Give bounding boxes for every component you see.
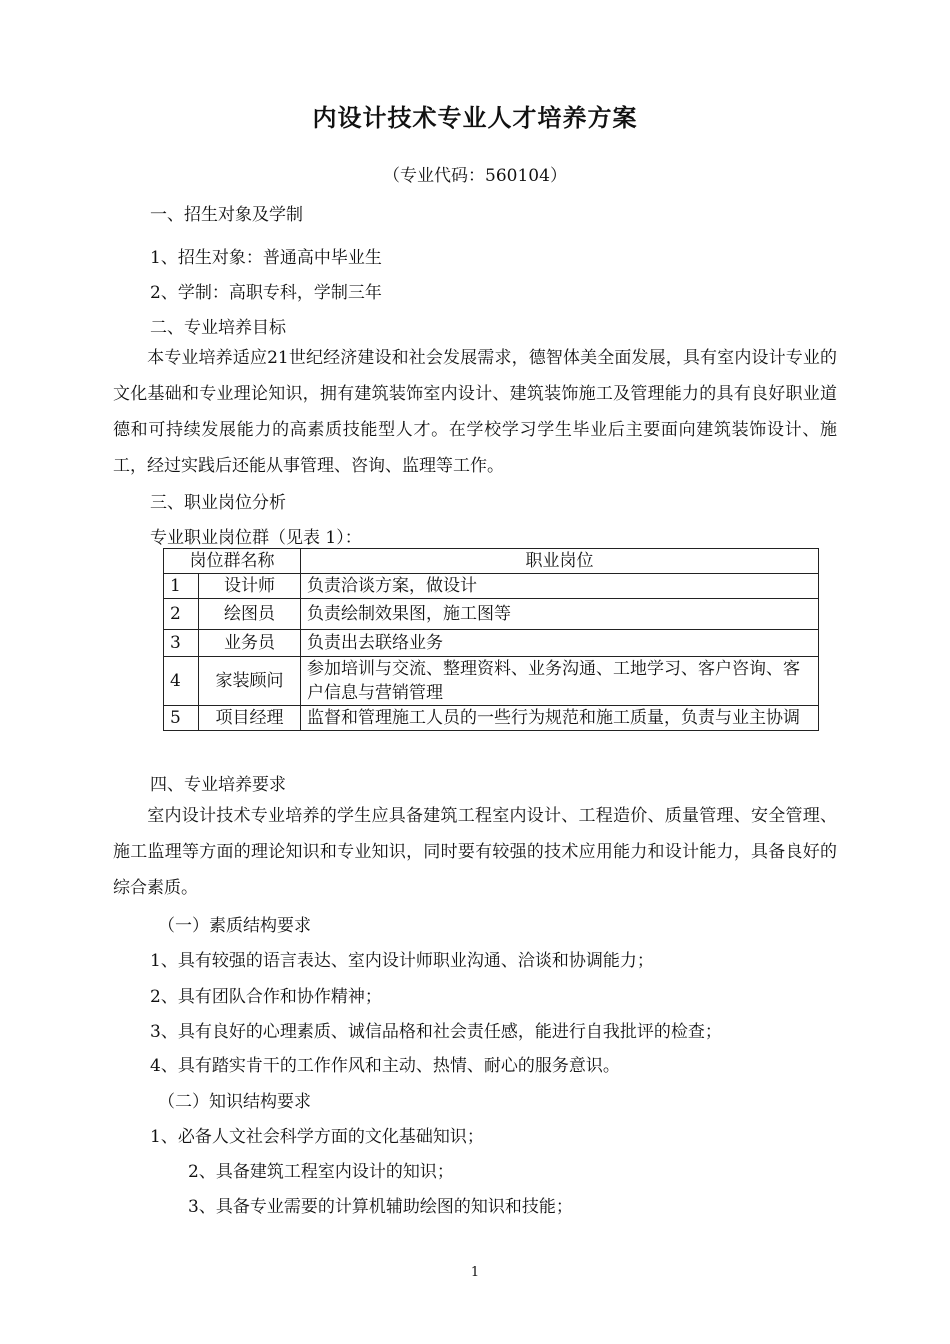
section-heading-3: 三、职业岗位分析 (150, 493, 286, 513)
study-duration: 2、学制：高职专科，学制三年 (150, 283, 382, 303)
row-role: 业务员 (199, 630, 301, 657)
major-code: （专业代码：560104） (383, 166, 567, 186)
row-number: 2 (164, 599, 199, 630)
quality-item: 2、具有团队合作和协作精神； (150, 987, 382, 1007)
table-row (164, 706, 819, 731)
page-number: 1 (470, 1265, 480, 1280)
table-row (164, 599, 819, 630)
job-positions-table (163, 548, 819, 731)
knowledge-item: 1、必备人文社会科学方面的文化基础知识； (150, 1127, 484, 1147)
page-title: 内设计技术专业人才培养方案 (312, 104, 638, 132)
knowledge-item: 2、具备建筑工程室内设计的知识； (188, 1162, 454, 1182)
table-row (164, 657, 819, 706)
table-header-row (164, 549, 819, 574)
subsection-heading-knowledge: （二）知识结构要求 (158, 1092, 311, 1112)
quality-item: 1、具有较强的语言表达、室内设计师职业沟通、洽谈和协调能力； (150, 951, 654, 971)
header-job: 职业岗位 (301, 549, 819, 574)
section-heading-1: 一、招生对象及学制 (150, 205, 303, 225)
row-number: 1 (164, 574, 199, 599)
row-role: 家装顾问 (199, 657, 301, 706)
row-duty: 参加培训与交流、整理资料、业务沟通、工地学习、客户咨询、客户信息与营销管理 (301, 657, 819, 706)
table-row (164, 630, 819, 657)
row-role: 设计师 (199, 574, 301, 599)
quality-item: 4、具有踏实肯干的工作作风和主动、热情、耐心的服务意识。 (150, 1056, 620, 1076)
section-heading-2: 二、专业培养目标 (150, 318, 286, 338)
row-duty: 负责洽谈方案，做设计 (301, 574, 819, 599)
training-requirements-paragraph: 室内设计技术专业培养的学生应具备建筑工程室内设计、工程造价、质量管理、安全管理、施工监理等方面的理论知识和专业知识，同时要有较强的技术应用能力和设计能力，具备良好的综合素质。 (113, 806, 837, 898)
subsection-heading-quality: （一）素质结构要求 (158, 916, 311, 936)
training-goal-paragraph: 本专业培养适应21世纪经济建设和社会发展需求，德智体美全面发展，具有室内设计专业的文化基础和专业理论知识，拥有建筑装饰室内设计、建筑装饰施工及管理能力的具有良好职业道德和可持续发展能力的高素质技能型人才。在学校学习学生毕业后主要面向建筑装饰设计、施工，经过实践后还能从事管理、咨询、监理等工作。 (113, 348, 837, 476)
row-role: 项目经理 (199, 706, 301, 731)
knowledge-item: 3、具备专业需要的计算机辅助绘图的知识和技能； (188, 1197, 573, 1217)
quality-item: 3、具有良好的心理素质、诚信品格和社会责任感，能进行自我批评的检查； (150, 1022, 722, 1042)
row-number: 5 (164, 706, 199, 731)
row-duty: 监督和管理施工人员的一些行为规范和施工质量，负责与业主协调 (301, 706, 819, 731)
row-role: 绘图员 (199, 599, 301, 630)
enrollment-target: 1、招生对象：普通高中毕业生 (150, 248, 382, 268)
table-row (164, 574, 819, 599)
row-number: 3 (164, 630, 199, 657)
row-duty: 负责出去联络业务 (301, 630, 819, 657)
header-position-group: 岗位群名称 (164, 549, 301, 574)
section-heading-4: 四、专业培养要求 (150, 775, 286, 795)
table-caption: 专业职业岗位群（见表 1）： (150, 528, 362, 548)
row-duty: 负责绘制效果图，施工图等 (301, 599, 819, 630)
row-number: 4 (164, 657, 199, 706)
